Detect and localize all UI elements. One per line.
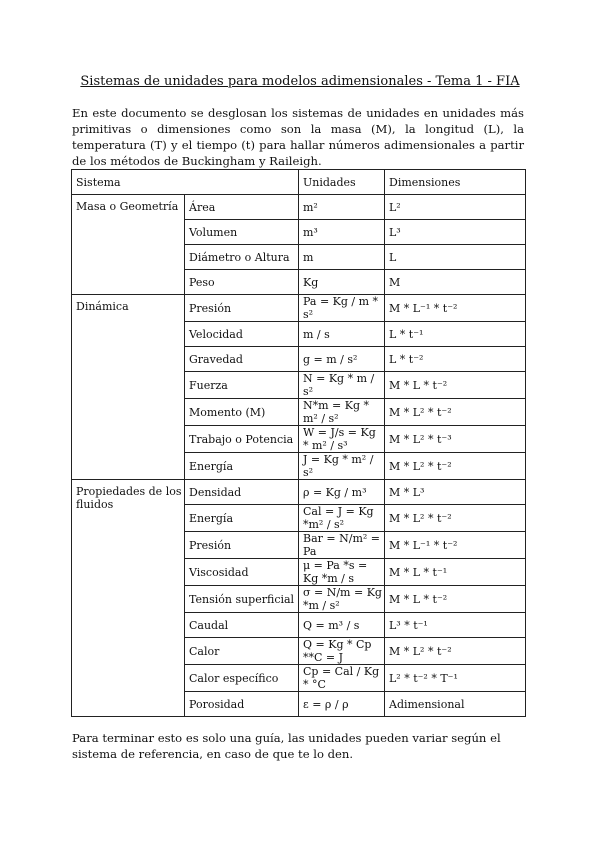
units-cell: Cal = J = Kg *m² / s² [299, 505, 385, 532]
units-cell: m / s [299, 322, 385, 347]
units-cell: m³ [299, 220, 385, 245]
dimensions-cell: L³ [385, 220, 526, 245]
units-cell: N = Kg * m / s² [299, 372, 385, 399]
table-row [72, 295, 526, 322]
dimensions-cell: M * L⁻¹ * t⁻² [385, 532, 526, 559]
magnitude-cell: Viscosidad [185, 559, 299, 586]
dimensions-cell: M * L² * t⁻² [385, 638, 526, 665]
magnitude-cell: Calor específico [185, 665, 299, 692]
units-cell: Bar = N/m² = Pa [299, 532, 385, 559]
dimensions-cell: M * L * t⁻² [385, 586, 526, 613]
table-header-row [72, 170, 526, 195]
header-sistema: Sistema [72, 170, 299, 195]
table-row [72, 480, 526, 505]
dimensions-cell: M * L³ [385, 480, 526, 505]
magnitude-cell: Velocidad [185, 322, 299, 347]
magnitude-cell: Tensión superficial [185, 586, 299, 613]
dimensions-cell: M * L² * t⁻² [385, 505, 526, 532]
magnitude-cell: Calor [185, 638, 299, 665]
magnitude-cell: Volumen [185, 220, 299, 245]
magnitude-cell: Diámetro o Altura [185, 245, 299, 270]
magnitude-cell: Energía [185, 453, 299, 480]
header-dimensiones: Dimensiones [385, 170, 526, 195]
magnitude-cell: Peso [185, 270, 299, 295]
units-cell: Q = Kg * Cp **C = J [299, 638, 385, 665]
units-cell: ρ = Kg / m³ [299, 480, 385, 505]
units-cell: N*m = Kg * m² / s² [299, 399, 385, 426]
closing-paragraph: Para terminar esto es solo una guía, las unidades pueden variar según el sistema de referencia, en caso de que te lo den. [72, 731, 501, 761]
units-cell: J = Kg * m² / s² [299, 453, 385, 480]
group-name-cell: Masa o Geometría [72, 195, 185, 295]
dimensions-cell: M * L² * t⁻² [385, 399, 526, 426]
units-table [71, 169, 526, 717]
units-cell: σ = N/m = Kg *m / s² [299, 586, 385, 613]
units-cell: Cp = Cal / Kg * °C [299, 665, 385, 692]
group-name-cell: Dinámica [72, 295, 185, 480]
group-name-cell: Propiedades de los fluidos [72, 480, 185, 717]
dimensions-cell: L * t⁻² [385, 347, 526, 372]
magnitude-cell: Porosidad [185, 692, 299, 717]
magnitude-cell: Densidad [185, 480, 299, 505]
dimensions-cell: L² * t⁻² * T⁻¹ [385, 665, 526, 692]
magnitude-cell: Fuerza [185, 372, 299, 399]
units-cell: μ = Pa *s = Kg *m / s [299, 559, 385, 586]
units-cell: Kg [299, 270, 385, 295]
dimensions-cell: L [385, 245, 526, 270]
magnitude-cell: Presión [185, 295, 299, 322]
dimensions-cell: M * L² * t⁻³ [385, 426, 526, 453]
dimensions-cell: L² [385, 195, 526, 220]
magnitude-cell: Momento (M) [185, 399, 299, 426]
magnitude-cell: Presión [185, 532, 299, 559]
magnitude-cell: Caudal [185, 613, 299, 638]
dimensions-cell: M * L * t⁻² [385, 372, 526, 399]
units-cell: m [299, 245, 385, 270]
dimensions-cell: L³ * t⁻¹ [385, 613, 526, 638]
header-unidades: Unidades [299, 170, 385, 195]
magnitude-cell: Trabajo o Potencia [185, 426, 299, 453]
dimensions-cell: Adimensional [385, 692, 526, 717]
magnitude-cell: Energía [185, 505, 299, 532]
magnitude-cell: Gravedad [185, 347, 299, 372]
dimensions-cell: M [385, 270, 526, 295]
units-cell: Q = m³ / s [299, 613, 385, 638]
units-cell: W = J/s = Kg * m² / s³ [299, 426, 385, 453]
dimensions-cell: M * L⁻¹ * t⁻² [385, 295, 526, 322]
dimensions-cell: M * L² * t⁻² [385, 453, 526, 480]
units-cell: g = m / s² [299, 347, 385, 372]
dimensions-cell: L * t⁻¹ [385, 322, 526, 347]
table-body [72, 195, 526, 717]
intro-paragraph: En este documento se desglosan los sistemas de unidades en unidades más primitivas o dimensiones como son la masa (M), la longitud (L), la temperatura (T) y el tiempo (t) para hallar números adimensionales a partir de los métodos de Buckingham y Raileigh. [72, 106, 524, 168]
table-row [72, 195, 526, 220]
units-cell: Pa = Kg / m * s² [299, 295, 385, 322]
dimensions-cell: M * L * t⁻¹ [385, 559, 526, 586]
units-cell: m² [299, 195, 385, 220]
magnitude-cell: Área [185, 195, 299, 220]
document-title: Sistemas de unidades para modelos adimensionales - Tema 1 - FIA [80, 74, 520, 89]
units-cell: ε = ρ / ρ [299, 692, 385, 717]
